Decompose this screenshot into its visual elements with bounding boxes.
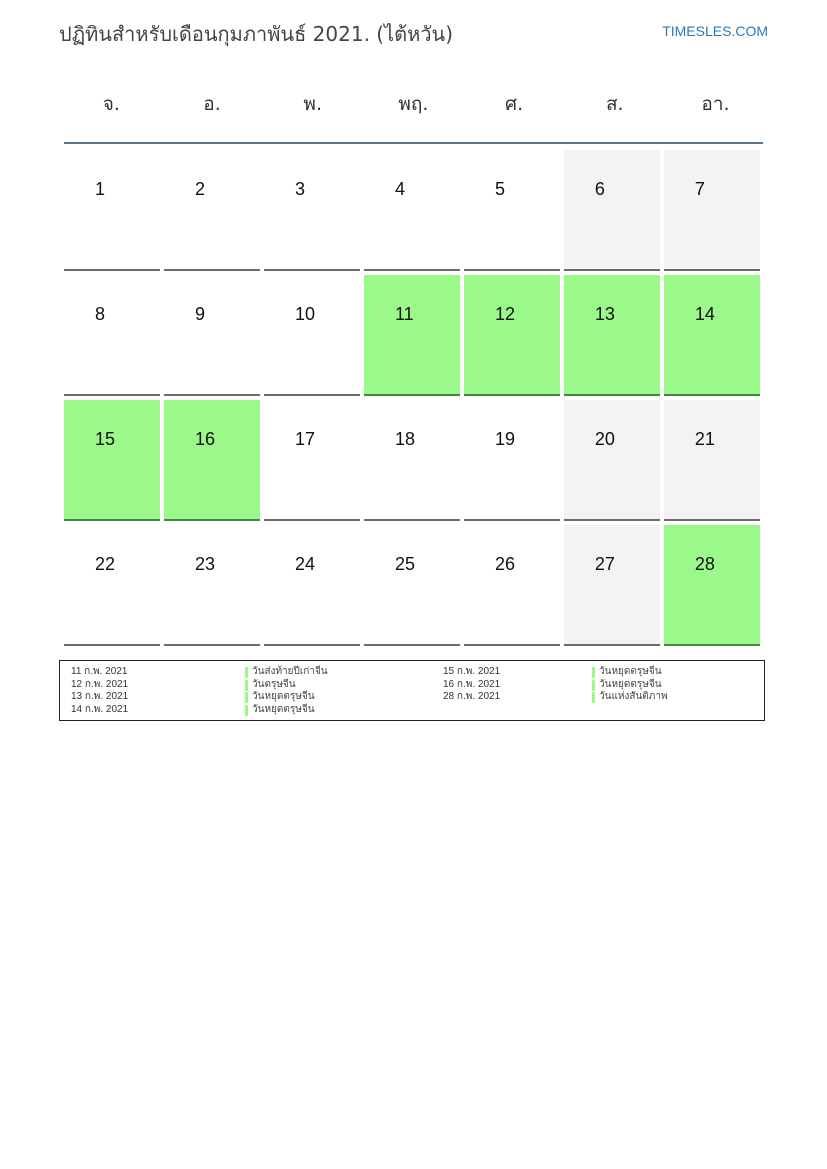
page-title: ปฏิทินสำหรับเดือนกุมภาพันธ์ 2021. (ไต้หวัน): [59, 22, 454, 46]
day-number: 26: [494, 554, 515, 574]
day-number: 20: [594, 429, 615, 449]
holiday-date: 28 ก.พ. 2021: [443, 691, 501, 703]
day-number: 9: [194, 304, 205, 324]
day-cell[interactable]: [364, 275, 460, 396]
holiday-entry: [71, 691, 401, 703]
day-number: 24: [294, 554, 315, 574]
day-number: 17: [294, 429, 315, 449]
holiday-date: 15 ก.พ. 2021: [443, 666, 501, 677]
day-number: 13: [594, 304, 615, 324]
holiday-date: 11 ก.พ. 2021: [71, 666, 128, 677]
holiday-date: 16 ก.พ. 2021: [443, 678, 501, 690]
holiday-entry: [443, 691, 773, 703]
holiday-entry: [71, 704, 401, 716]
holiday-color-marker: [245, 692, 248, 703]
day-cell[interactable]: [264, 150, 360, 271]
holiday-name: วันหยุดตรุษจีน: [599, 678, 662, 690]
day-cell[interactable]: [564, 400, 660, 521]
holiday-color-marker: [245, 705, 248, 716]
day-number: 23: [194, 554, 216, 574]
day-number: 22: [95, 554, 116, 574]
day-cell[interactable]: [464, 275, 560, 396]
day-cell[interactable]: [364, 150, 460, 271]
holiday-color-marker: [245, 667, 248, 678]
day-cell[interactable]: [264, 525, 360, 646]
holiday-name: วันหยุดตรุษจีน: [252, 691, 315, 703]
weekday-header: [63, 86, 764, 122]
day-cell[interactable]: [464, 400, 560, 521]
day-cell[interactable]: [164, 525, 260, 646]
day-number: 14: [694, 304, 715, 324]
holiday-entry: [71, 679, 401, 691]
day-number: 1: [95, 179, 106, 199]
day-number: 8: [95, 304, 106, 324]
holiday-entry: [443, 679, 773, 691]
day-number: 11: [394, 304, 414, 324]
day-cell[interactable]: [64, 400, 160, 521]
weekday-fri: ศ.: [505, 93, 524, 115]
holiday-color-marker: [245, 680, 248, 691]
holiday-entry: [71, 666, 401, 678]
holiday-color-marker: [592, 692, 595, 703]
day-cell[interactable]: [164, 275, 260, 396]
holiday-name: วันตรุษจีน: [252, 678, 296, 690]
holiday-legend: [59, 660, 765, 721]
weekday-sun: อา.: [701, 93, 730, 115]
day-cell[interactable]: [64, 150, 160, 271]
day-number: 5: [494, 179, 505, 199]
weekday-tue: อ.: [203, 93, 221, 115]
holiday-name: วันหยุดตรุษจีน: [599, 666, 662, 677]
day-cell[interactable]: [164, 400, 260, 521]
day-cell[interactable]: [64, 525, 160, 646]
day-cell[interactable]: [664, 525, 760, 646]
holiday-date: 13 ก.พ. 2021: [71, 691, 129, 703]
day-number: 4: [394, 179, 405, 199]
day-cell[interactable]: [564, 275, 660, 396]
day-number: 27: [594, 554, 615, 574]
holiday-name: วันหยุดตรุษจีน: [252, 703, 315, 715]
holiday-name: วันแห่งสันติภาพ: [599, 691, 668, 703]
weekday-mon: จ.: [102, 93, 120, 115]
day-cell[interactable]: [64, 275, 160, 396]
day-number: 25: [394, 554, 415, 574]
day-number: 15: [95, 429, 116, 449]
day-cell[interactable]: [564, 150, 660, 271]
day-cell[interactable]: [164, 150, 260, 271]
holiday-color-marker: [592, 680, 595, 691]
day-cell[interactable]: [364, 400, 460, 521]
day-number: 19: [494, 429, 515, 449]
day-number: 2: [194, 179, 205, 199]
holiday-name: วันส่งท้ายปีเก่าจีน: [252, 666, 328, 677]
day-cell[interactable]: [364, 525, 460, 646]
weekday-thu: พฤ.: [398, 93, 429, 115]
day-number: 21: [694, 429, 715, 449]
calendar-grid: [64, 150, 764, 646]
day-cell[interactable]: [664, 150, 760, 271]
header-divider: [64, 142, 763, 144]
day-number: 18: [394, 429, 415, 449]
day-cell[interactable]: [564, 525, 660, 646]
day-cell[interactable]: [264, 400, 360, 521]
holiday-color-marker: [592, 667, 595, 678]
day-number: 3: [294, 179, 305, 199]
day-cell[interactable]: [664, 275, 760, 396]
day-cell[interactable]: [664, 400, 760, 521]
holiday-date: 12 ก.พ. 2021: [71, 678, 129, 690]
holiday-entry: [443, 666, 773, 678]
day-number: 12: [494, 304, 515, 324]
day-cell[interactable]: [464, 150, 560, 271]
holiday-date: 14 ก.พ. 2021: [71, 703, 129, 715]
day-number: 28: [694, 554, 715, 574]
site-link[interactable]: TIMESLES.COM: [662, 23, 768, 39]
weekday-wed: พ.: [303, 93, 322, 115]
weekday-sat: ส.: [605, 93, 624, 115]
day-number: 16: [194, 429, 216, 449]
day-cell[interactable]: [464, 525, 560, 646]
day-cell[interactable]: [264, 275, 360, 396]
day-number: 10: [294, 304, 315, 324]
day-number: 6: [594, 179, 605, 199]
day-number: 7: [694, 179, 705, 199]
